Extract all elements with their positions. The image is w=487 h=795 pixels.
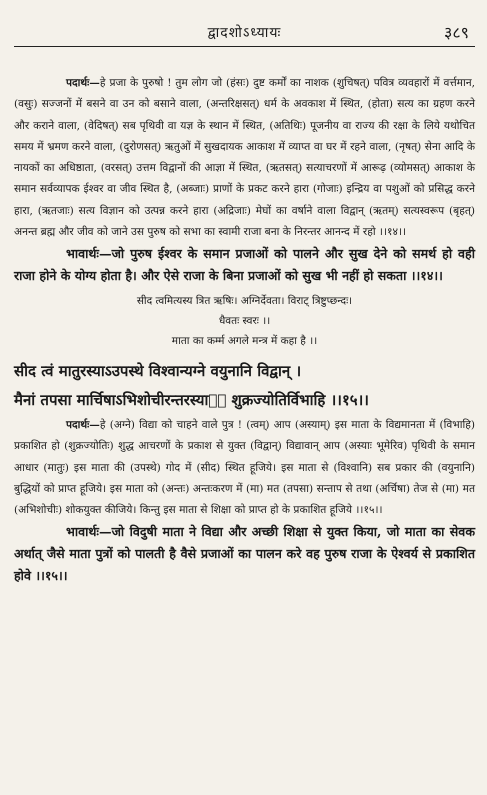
- bhavartha-text: जो विदुषी माता ने विद्या और अच्छी शिक्षा से युक्त किया, जो माता का सेवक अर्थात् जैसे माता पुत्रों को पालती है वैसे प्रजाओं का पालन करे वह पुरुष राजा के ऐश्वर्य से प्रकाशित होवे ।।१५।।: [14, 524, 475, 584]
- padartha-paragraph-14: [14, 73, 475, 243]
- bhavartha-text: जो पुरुष ईश्वर के समान प्रजाओं को पालने और सुख देने को समर्थ हो वही राजा होने के योग्य होता है। और ऐसे राजा के बिना प्रजाओं को सुख भी नहीं हो सकता ।।१४।।: [14, 246, 475, 284]
- bhavartha-paragraph-14: [14, 243, 475, 287]
- bhavartha-label: भावार्थः—: [66, 524, 112, 540]
- page-header: [14, 0, 475, 47]
- padartha-label: पदार्थः—: [66, 77, 100, 89]
- bhavartha-paragraph-15: [14, 521, 475, 586]
- padartha-label: पदार्थः—: [66, 418, 100, 431]
- rishi-devata-line: सीद त्वमित्यस्य त्रित ऋषिः। अग्निर्देवता। विराट् त्रिष्टुप्छन्दः।: [136, 294, 353, 307]
- mantra-intro-line: माता का कर्म्म अगले मन्त्र में कहा है ।।: [171, 334, 318, 347]
- mantra-line-2: मैनां तपसा मार्चिषाऽभिशोचीरन्तरस्याᳫं शुक्रज्योतिर्विभाहि ।।१५।।: [14, 390, 369, 409]
- chapter-title: द्वादशोऽध्यायः: [207, 25, 282, 41]
- padartha-paragraph-15: [14, 415, 475, 521]
- svara-line: धैवतः स्वरः ।।: [218, 314, 271, 327]
- padartha-text: हे (अग्ने) विद्या को चाहने वाले पुत्र ! (त्वम्) आप (अस्याम्) इस माता के विद्यमानता में (विभाहि) प्रकाशित हो (शुक्रज्योतिः) शुद्ध आचरणों के प्रकाश से युक्त (विद्वान्) विद्यावान् आप (अस्याः भूमेरिव) पृथिवी के समान आधार (मातुः) इस माता की (उपस्थे) गोद में (सीद) स्थित हूजिये। इस माता से (विश्वानि) सब प्रकार की (वयुनानि) बुद्धियों को प्राप्त हूजिये। इस माता को (अन्तः) अन्तःकरण में (मा) मत (तपसा) सन्ताप से तथा (अर्चिषा) तेज से (मा) मत (अभिशोचीः) शोकयुक्त कीजिये। किन्तु इस माता से शिक्षा को प्राप्त हो के प्रकाशित हूजिये ।।१५।।: [14, 418, 475, 517]
- padartha-text: हे प्रजा के पुरुषो ! तुम लोग जो (हंसः) दुष्ट कर्मों का नाशक (शुचिषत्) पवित्र व्यवहारों में वर्त्तमान, (वसुः) सज्जनों में बसने वा उन को बसाने वाला, (अन्तरिक्षसत्) धर्म के अवकाश में स्थित, (होता) सत्य का ग्रहण करने और कराने वाला, (वेदिषत्) सब पृथिवी वा यज्ञ के स्थान में स्थित, (अतिथिः) पूजनीय वा राज्य की रक्षा के लिये यथोचित समय में भ्रमण करने वाला, (दुरोणसत्) ऋतुओं में सुखदायक आकाश में व्याप्त वा घर में रहने वाला, (नृषत्) सेना आदि के नायकों का अधिष्ठाता, (वरसत्) उत्तम विद्वानों की आज्ञा में स्थित, (ऋतसत्) सत्याचरणों में आरूढ़ (व्योमसत्) आकाश के समान सर्वव्यापक ईश्वर वा जीव स्थित है, (अब्जाः) प्राणों के प्रकट करने हारा (गोजाः) इन्द्रिय वा पशुओं को प्रसिद्ध करने हारा, (ऋतजाः) सत्य विज्ञान को उत्पन्न करने हारा (अद्रिजाः) मेघों का वर्षाने वाला विद्वान् (ऋतम्) सत्यस्वरूप (बृहत्) अनन्त ब्रह्म और जीव को जाने उस पुरुष को सभा का स्वामी राजा बना के निरन्तर आनन्द में रहो ।।१४।।: [14, 77, 475, 239]
- mantra-line-1: सीद त्वं मातुरस्याऽउपस्थे विश्वान्यग्ने वयुनानि विद्वान् ।: [14, 361, 302, 380]
- page-number: ३८९: [444, 23, 469, 42]
- bhavartha-label: भावार्थः—: [66, 246, 112, 262]
